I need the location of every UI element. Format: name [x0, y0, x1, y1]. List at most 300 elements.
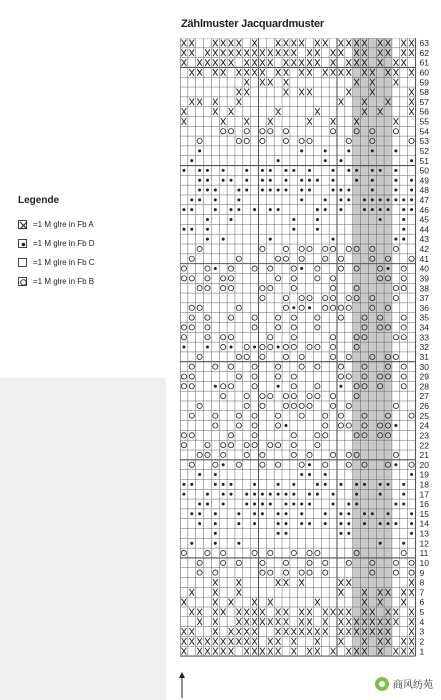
- dot-mark: [277, 522, 280, 525]
- row-number-label: 30: [419, 361, 429, 372]
- legend: [18, 195, 95, 291]
- dot-mark: [300, 473, 303, 476]
- dot-mark: [379, 169, 382, 172]
- dot-mark: [387, 208, 390, 211]
- dot-mark: [308, 463, 311, 466]
- row-number-label: 51: [419, 155, 429, 166]
- dot-mark: [237, 522, 240, 525]
- dot-mark: [253, 346, 256, 349]
- dot-mark: [394, 502, 397, 505]
- dot-mark: [261, 512, 264, 515]
- dot-mark: [206, 238, 209, 241]
- dot-mark: [277, 159, 280, 162]
- dot-mark: [284, 493, 287, 496]
- dot-mark: [245, 502, 248, 505]
- dot-mark: [387, 512, 390, 515]
- row-number-label: 27: [419, 391, 429, 402]
- dot-mark: [198, 473, 201, 476]
- dot-mark: [214, 189, 217, 192]
- dot-mark: [410, 208, 413, 211]
- dot-mark: [230, 346, 233, 349]
- row-number-label: 5: [419, 607, 425, 618]
- dot-mark: [230, 483, 233, 486]
- dot-mark: [394, 238, 397, 241]
- dot-mark: [300, 512, 303, 515]
- dot-mark: [292, 502, 295, 505]
- dot-mark: [214, 198, 217, 201]
- dot-mark: [410, 179, 413, 182]
- row-number-label: 26: [419, 401, 429, 412]
- row-number-label: 54: [419, 126, 429, 137]
- dot-mark: [222, 238, 225, 241]
- dot-mark: [402, 483, 405, 486]
- dot-mark: [277, 532, 280, 535]
- dot-mark: [379, 542, 382, 545]
- legend-item-circle: [18, 272, 95, 291]
- dot-mark: [198, 189, 201, 192]
- dot-mark: [332, 169, 335, 172]
- dot-mark: [324, 208, 327, 211]
- dot-mark: [402, 198, 405, 201]
- dot-mark: [355, 483, 358, 486]
- row-number-label: 19: [419, 469, 429, 480]
- dot-mark: [379, 218, 382, 221]
- dot-mark: [379, 522, 382, 525]
- row-number-label: 38: [419, 283, 429, 294]
- dot-mark: [269, 179, 272, 182]
- row-number-label: 18: [419, 479, 429, 490]
- row-number-label: 57: [419, 96, 429, 107]
- dot-mark: [300, 198, 303, 201]
- dot-mark: [261, 493, 264, 496]
- dot-mark: [284, 424, 287, 427]
- dot-mark: [261, 502, 264, 505]
- dot-mark: [394, 463, 397, 466]
- row-number-label: 42: [419, 244, 429, 255]
- row-number-label: 40: [419, 263, 429, 274]
- dot-mark: [230, 208, 233, 211]
- dot-mark: [410, 512, 413, 515]
- row-number-label: 21: [419, 450, 429, 461]
- row-number-label: 55: [419, 116, 429, 127]
- row-number-label: 15: [419, 508, 429, 519]
- dot-mark: [308, 502, 311, 505]
- dot-mark: [339, 208, 342, 211]
- row-number-label: 46: [419, 204, 429, 215]
- dot-mark: [198, 169, 201, 172]
- dot-mark: [394, 522, 397, 525]
- legend-label-x: =1 M glre in Fb A: [33, 220, 94, 229]
- legend-label-empty: =1 M glre in Fb C: [33, 258, 95, 267]
- dot-mark: [190, 159, 193, 162]
- row-number-label: 44: [419, 224, 429, 235]
- dot-mark: [332, 179, 335, 182]
- dot-mark: [300, 189, 303, 192]
- dot-mark: [394, 169, 397, 172]
- dot-mark: [371, 189, 374, 192]
- dot-mark: [277, 385, 280, 388]
- row-number-label: 2: [419, 636, 425, 647]
- row-number-label: 32: [419, 342, 429, 353]
- dot-mark: [355, 169, 358, 172]
- dot-mark: [402, 218, 405, 221]
- dot-mark: [347, 169, 350, 172]
- dot-mark: [214, 542, 217, 545]
- dot-mark: [214, 532, 217, 535]
- row-number-label: 43: [419, 234, 429, 245]
- dot-mark: [182, 346, 185, 349]
- dot-mark: [284, 512, 287, 515]
- dot-mark: [214, 208, 217, 211]
- dot-mark: [190, 542, 193, 545]
- circle-symbol-icon: [18, 277, 27, 286]
- dot-mark: [394, 424, 397, 427]
- dot-mark: [332, 493, 335, 496]
- dot-mark: [284, 522, 287, 525]
- dot-mark: [222, 463, 225, 466]
- dot-mark: [308, 169, 311, 172]
- dot-mark: [308, 179, 311, 182]
- dot-mark: [269, 493, 272, 496]
- dot-mark: [277, 189, 280, 192]
- dot-mark: [284, 502, 287, 505]
- row-number-label: 63: [419, 38, 429, 49]
- dot-mark: [402, 208, 405, 211]
- dot-mark: [222, 493, 225, 496]
- dot-mark: [371, 512, 374, 515]
- dot-mark: [308, 493, 311, 496]
- legend-item-x: [18, 215, 95, 234]
- dot-mark: [253, 483, 256, 486]
- dot-mark: [214, 522, 217, 525]
- dot-mark: [269, 502, 272, 505]
- dot-mark: [277, 512, 280, 515]
- dot-mark: [324, 512, 327, 515]
- dot-mark: [324, 483, 327, 486]
- row-number-label: 47: [419, 195, 429, 206]
- dot-mark: [237, 512, 240, 515]
- dot-mark: [292, 228, 295, 231]
- dot-mark: [269, 208, 272, 211]
- dot-mark: [198, 522, 201, 525]
- dot-mark: [198, 149, 201, 152]
- row-number-label: 56: [419, 106, 429, 117]
- row-number-label: 20: [419, 459, 429, 470]
- dot-mark: [261, 169, 264, 172]
- background-panel: [0, 378, 166, 700]
- dot-mark: [300, 522, 303, 525]
- dot-mark: [269, 238, 272, 241]
- dot-mark: [190, 208, 193, 211]
- row-number-label: 22: [419, 440, 429, 451]
- dot-mark: [339, 385, 342, 388]
- row-number-label: 35: [419, 312, 429, 323]
- dot-mark: [371, 149, 374, 152]
- cross-symbol-icon: [18, 220, 27, 229]
- dot-mark: [308, 522, 311, 525]
- row-number-label: 37: [419, 293, 429, 304]
- row-number-label: 13: [419, 528, 429, 539]
- dot-mark: [332, 502, 335, 505]
- dot-mark: [245, 189, 248, 192]
- row-number-label: 28: [419, 381, 429, 392]
- row-number-label: 11: [419, 548, 429, 559]
- row-number-label: 24: [419, 420, 429, 431]
- dot-mark: [355, 179, 358, 182]
- dot-mark: [277, 493, 280, 496]
- dot-mark: [402, 542, 405, 545]
- row-number-label: 50: [419, 165, 429, 176]
- shaded-column-band: [353, 38, 392, 656]
- dot-mark: [347, 522, 350, 525]
- dot-mark: [324, 159, 327, 162]
- dot-mark: [237, 208, 240, 211]
- dot-mark: [206, 189, 209, 192]
- dot-mark: [300, 149, 303, 152]
- row-number-label: 53: [419, 136, 429, 147]
- dot-mark: [206, 502, 209, 505]
- dot-mark: [363, 522, 366, 525]
- dot-mark: [253, 493, 256, 496]
- dot-mark: [230, 218, 233, 221]
- row-number-label: 3: [419, 626, 425, 637]
- dot-mark: [316, 208, 319, 211]
- dot-mark: [410, 473, 413, 476]
- dot-mark: [308, 306, 311, 309]
- legend-label-dot: =1 M glre in Fb D: [33, 239, 95, 248]
- dot-mark: [363, 208, 366, 211]
- row-number-label: 41: [419, 253, 429, 264]
- dot-mark: [394, 198, 397, 201]
- dot-mark: [300, 179, 303, 182]
- row-number-label: 31: [419, 351, 429, 362]
- dot-mark: [410, 159, 413, 162]
- dot-mark: [269, 189, 272, 192]
- dot-mark: [300, 502, 303, 505]
- row-number-label: 29: [419, 371, 429, 382]
- row-number-label: 62: [419, 47, 429, 58]
- empty-symbol-icon: [18, 258, 27, 267]
- dot-mark: [182, 208, 185, 211]
- dot-mark: [198, 512, 201, 515]
- wechat-logo-icon: [375, 677, 389, 691]
- dot-mark: [222, 169, 225, 172]
- dot-mark: [245, 179, 248, 182]
- dot-mark: [347, 512, 350, 515]
- row-number-label: 16: [419, 499, 429, 510]
- row-number-label: 49: [419, 175, 429, 186]
- dot-mark: [394, 179, 397, 182]
- row-number-label: 36: [419, 302, 429, 313]
- dot-mark: [324, 522, 327, 525]
- dot-mark: [410, 189, 413, 192]
- dot-mark: [222, 483, 225, 486]
- dot-mark: [206, 179, 209, 182]
- dot-mark: [230, 493, 233, 496]
- dot-mark: [332, 189, 335, 192]
- dot-mark: [214, 483, 217, 486]
- dot-mark: [308, 189, 311, 192]
- dot-mark: [316, 218, 319, 221]
- dot-mark: [198, 502, 201, 505]
- row-number-label: 17: [419, 489, 429, 500]
- dot-mark: [292, 493, 295, 496]
- dot-mark: [324, 473, 327, 476]
- dot-mark: [206, 228, 209, 231]
- row-number-label: 10: [419, 557, 429, 568]
- dot-mark: [324, 149, 327, 152]
- legend-title: Legende: [18, 195, 60, 206]
- row-number-label: 59: [419, 77, 429, 88]
- dot-mark: [253, 502, 256, 505]
- dot-mark: [206, 218, 209, 221]
- dot-mark: [284, 532, 287, 535]
- start-arrow-icon: [178, 672, 186, 698]
- dot-mark: [261, 189, 264, 192]
- row-number-label: 12: [419, 538, 429, 549]
- dot-mark: [394, 189, 397, 192]
- dot-mark: [190, 228, 193, 231]
- dot-mark: [410, 522, 413, 525]
- row-number-label: 14: [419, 518, 429, 529]
- dot-mark: [355, 502, 358, 505]
- dot-mark: [237, 542, 240, 545]
- chart-title: Zählmuster Jacquardmuster: [181, 18, 324, 30]
- row-number-label: 45: [419, 214, 429, 225]
- dot-mark: [253, 522, 256, 525]
- row-number-label: 8: [419, 577, 425, 588]
- row-number-label: 7: [419, 587, 425, 598]
- dot-mark: [206, 493, 209, 496]
- dot-mark: [363, 512, 366, 515]
- row-number-label: 48: [419, 185, 429, 196]
- dot-mark: [245, 493, 248, 496]
- dot-mark: [182, 493, 185, 496]
- dot-mark: [410, 198, 413, 201]
- dot-mark: [402, 493, 405, 496]
- dot-mark: [206, 346, 209, 349]
- dot-mark: [402, 238, 405, 241]
- dot-mark: [387, 483, 390, 486]
- dot-mark: [214, 512, 217, 515]
- dot-mark: [292, 169, 295, 172]
- dot-mark: [363, 198, 366, 201]
- dot-mark: [182, 228, 185, 231]
- row-number-label: 58: [419, 87, 429, 98]
- dot-mark: [339, 159, 342, 162]
- dot-mark: [316, 179, 319, 182]
- row-number-label: 52: [419, 145, 429, 156]
- dot-mark: [347, 189, 350, 192]
- dot-mark: [277, 208, 280, 211]
- dot-mark: [245, 169, 248, 172]
- dot-mark: [379, 198, 382, 201]
- chart-grid: [180, 38, 438, 658]
- dot-mark: [387, 522, 390, 525]
- dot-mark: [284, 189, 287, 192]
- dot-mark: [332, 238, 335, 241]
- dot-mark: [300, 267, 303, 270]
- dot-mark: [402, 228, 405, 231]
- dot-mark: [253, 512, 256, 515]
- dot-mark: [371, 179, 374, 182]
- row-number-label: 4: [419, 616, 425, 627]
- dot-mark: [214, 385, 217, 388]
- dot-mark: [284, 179, 287, 182]
- dot-mark: [339, 532, 342, 535]
- dot-mark: [284, 169, 287, 172]
- dot-mark: [339, 198, 342, 201]
- dot-mark: [292, 306, 295, 309]
- dot-mark: [371, 208, 374, 211]
- dot-mark: [324, 198, 327, 201]
- dot-mark: [230, 179, 233, 182]
- dot-mark: [339, 483, 342, 486]
- dot-mark: [316, 228, 319, 231]
- dot-mark: [190, 483, 193, 486]
- dot-mark: [402, 502, 405, 505]
- dot-mark: [379, 208, 382, 211]
- dot-mark: [339, 522, 342, 525]
- dot-mark: [292, 218, 295, 221]
- row-number-label: 6: [419, 597, 425, 608]
- row-number-label: 25: [419, 410, 429, 421]
- dot-mark: [387, 198, 390, 201]
- watermark-label: 商风纺苑: [393, 680, 433, 691]
- dot-mark: [190, 198, 193, 201]
- row-number-label: 1: [419, 646, 425, 657]
- dot-mark: [190, 512, 193, 515]
- dot-mark: [347, 149, 350, 152]
- row-number-label: 39: [419, 273, 429, 284]
- dot-mark: [363, 483, 366, 486]
- dot-mark: [237, 189, 240, 192]
- dot-mark: [214, 267, 217, 270]
- dot-mark: [410, 532, 413, 535]
- dot-mark: [253, 208, 256, 211]
- dot-mark: [261, 179, 264, 182]
- row-number-label: 60: [419, 67, 429, 78]
- dot-mark: [347, 502, 350, 505]
- dot-mark: [292, 483, 295, 486]
- legend-item-empty: [18, 253, 95, 272]
- dot-mark: [308, 473, 311, 476]
- dot-mark: [277, 346, 280, 349]
- row-number-label: 23: [419, 430, 429, 441]
- dot-mark: [206, 169, 209, 172]
- dot-mark: [347, 532, 350, 535]
- dot-mark: [316, 483, 319, 486]
- dot-mark: [277, 483, 280, 486]
- dot-mark: [182, 483, 185, 486]
- row-number-label: 9: [419, 567, 425, 578]
- dot-mark: [222, 502, 225, 505]
- row-number-label: 34: [419, 322, 429, 333]
- row-number-label: 33: [419, 332, 429, 343]
- dot-mark: [379, 493, 382, 496]
- dot-mark: [182, 169, 185, 172]
- dot-mark: [339, 189, 342, 192]
- dot-mark: [198, 179, 201, 182]
- dot-mark: [198, 198, 201, 201]
- dot-mark: [371, 169, 374, 172]
- dot-mark: [371, 198, 374, 201]
- dot-mark: [269, 169, 272, 172]
- dot-mark: [355, 493, 358, 496]
- dot-mark: [222, 179, 225, 182]
- dot-mark: [379, 483, 382, 486]
- row-number-label: 61: [419, 57, 429, 68]
